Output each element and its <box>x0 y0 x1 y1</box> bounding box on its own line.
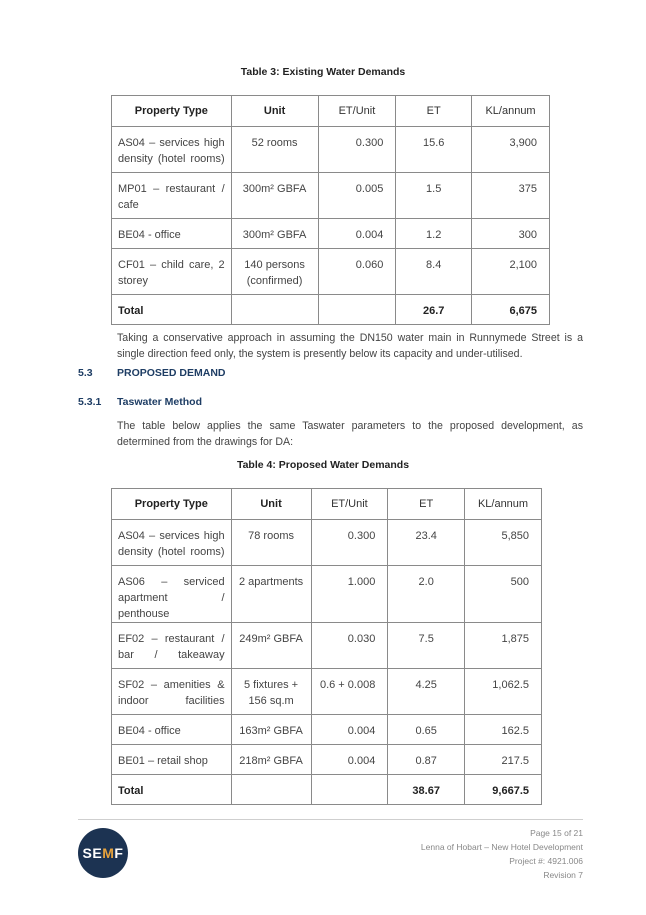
unit-cell: 52 rooms <box>231 127 318 173</box>
property-type-cell: CF01 – child care, 2 storey <box>112 249 232 295</box>
table3-header-unit: Unit <box>231 96 318 127</box>
et-cell: 0.87 <box>388 745 465 775</box>
property-type-cell: AS06 – serviced apartment / penthouse <box>112 566 232 623</box>
et-unit-cell: 1.000 <box>311 566 388 623</box>
table4-header-kl-annum: KL/annum <box>465 489 542 520</box>
table-row <box>112 127 550 173</box>
unit-cell: 2 apartments <box>231 566 311 623</box>
table3-header-kl-annum: KL/annum <box>472 96 550 127</box>
et-cell: 1.2 <box>396 219 472 249</box>
table3-caption: Table 3: Existing Water Demands <box>240 66 406 78</box>
property-type-cell: AS04 – services high density (hotel rooms) <box>112 127 232 173</box>
unit-cell: 218m² GBFA <box>231 745 311 775</box>
property-type-cell: SF02 – amenities & indoor facilities <box>112 669 232 715</box>
total-kl-annum: 9,667.5 <box>465 775 542 805</box>
et-unit-cell: 0.030 <box>311 623 388 669</box>
section-title: PROPOSED DEMAND <box>117 367 226 379</box>
et-cell: 1.5 <box>396 173 472 219</box>
kl-annum-cell: 2,100 <box>472 249 550 295</box>
footer-project-number: Project #: 4921.006 <box>509 856 583 866</box>
table4-header-et: ET <box>388 489 465 520</box>
total-et: 38.67 <box>388 775 465 805</box>
property-type-cell: MP01 – restaurant / cafe <box>112 173 232 219</box>
table4-header-property-type: Property Type <box>112 489 232 520</box>
subsection-title: Taswater Method <box>117 396 202 408</box>
table-row <box>112 566 542 623</box>
table-row <box>112 715 542 745</box>
et-cell: 8.4 <box>396 249 472 295</box>
table-row <box>112 623 542 669</box>
section-number: 5.3 <box>78 367 93 379</box>
et-cell: 0.65 <box>388 715 465 745</box>
table3-header-et: ET <box>396 96 472 127</box>
footer-project-title: Lenna of Hobart – New Hotel Development <box>420 842 583 852</box>
et-cell: 4.25 <box>388 669 465 715</box>
property-type-cell: AS04 – services high density (hotel rooms) <box>112 520 232 566</box>
table4 <box>111 488 542 805</box>
footer-revision: Revision 7 <box>543 870 583 880</box>
table3 <box>111 95 550 325</box>
et-unit-cell: 0.004 <box>311 745 388 775</box>
paragraph-taswater-method: The table below applies the same Taswater parameters to the proposed development, as determined from the drawings for DA: <box>117 420 583 448</box>
property-type-cell: EF02 – restaurant / bar / takeaway <box>112 623 232 669</box>
table4-caption: Table 4: Proposed Water Demands <box>236 459 410 471</box>
kl-annum-cell: 375 <box>472 173 550 219</box>
table3-header-property-type: Property Type <box>112 96 232 127</box>
table-row <box>112 249 550 295</box>
paragraph-existing-capacity: Taking a conservative approach in assuming the DN150 water main in Runnymede Street is a single direction feed only, the system is presently below its capacity and under-utilised. <box>117 332 583 360</box>
property-type-cell: BE04 - office <box>112 715 232 745</box>
et-unit-cell: 0.6 + 0.008 <box>311 669 388 715</box>
et-unit-cell: 0.060 <box>318 249 396 295</box>
subsection-number: 5.3.1 <box>78 396 102 408</box>
kl-annum-cell: 3,900 <box>472 127 550 173</box>
kl-annum-cell: 300 <box>472 219 550 249</box>
unit-cell: 300m² GBFA <box>231 219 318 249</box>
logo-text: SEMF <box>82 845 124 861</box>
property-type-cell: BE01 – retail shop <box>112 745 232 775</box>
table-total-row <box>112 295 550 325</box>
table-row <box>112 669 542 715</box>
et-unit-cell: 0.005 <box>318 173 396 219</box>
unit-cell: 78 rooms <box>231 520 311 566</box>
unit-cell: 5 fixtures + 156 sq.m <box>231 669 311 715</box>
table-total-row <box>112 775 542 805</box>
total-label: Total <box>112 775 232 805</box>
unit-cell: 163m² GBFA <box>231 715 311 745</box>
table-row <box>112 520 542 566</box>
property-type-cell: BE04 - office <box>112 219 232 249</box>
table-row <box>112 219 550 249</box>
company-logo <box>78 828 128 878</box>
kl-annum-cell: 500 <box>465 566 542 623</box>
unit-cell: 300m² GBFA <box>231 173 318 219</box>
et-unit-cell: 0.300 <box>318 127 396 173</box>
et-unit-cell: 0.004 <box>311 715 388 745</box>
footer-divider <box>78 819 583 820</box>
total-kl-annum: 6,675 <box>472 295 550 325</box>
kl-annum-cell: 1,875 <box>465 623 542 669</box>
table-row <box>112 745 542 775</box>
et-cell: 23.4 <box>388 520 465 566</box>
et-cell: 2.0 <box>388 566 465 623</box>
table4-header-unit: Unit <box>231 489 311 520</box>
kl-annum-cell: 162.5 <box>465 715 542 745</box>
table4-header-et-unit: ET/Unit <box>311 489 388 520</box>
total-label: Total <box>112 295 232 325</box>
total-et: 26.7 <box>396 295 472 325</box>
et-unit-cell: 0.300 <box>311 520 388 566</box>
kl-annum-cell: 1,062.5 <box>465 669 542 715</box>
kl-annum-cell: 5,850 <box>465 520 542 566</box>
unit-cell: 140 persons (confirmed) <box>231 249 318 295</box>
et-cell: 15.6 <box>396 127 472 173</box>
table-row <box>112 173 550 219</box>
et-unit-cell: 0.004 <box>318 219 396 249</box>
et-cell: 7.5 <box>388 623 465 669</box>
unit-cell: 249m² GBFA <box>231 623 311 669</box>
kl-annum-cell: 217.5 <box>465 745 542 775</box>
table3-header-et-unit: ET/Unit <box>318 96 396 127</box>
footer-page-number: Page 15 of 21 <box>530 828 583 838</box>
